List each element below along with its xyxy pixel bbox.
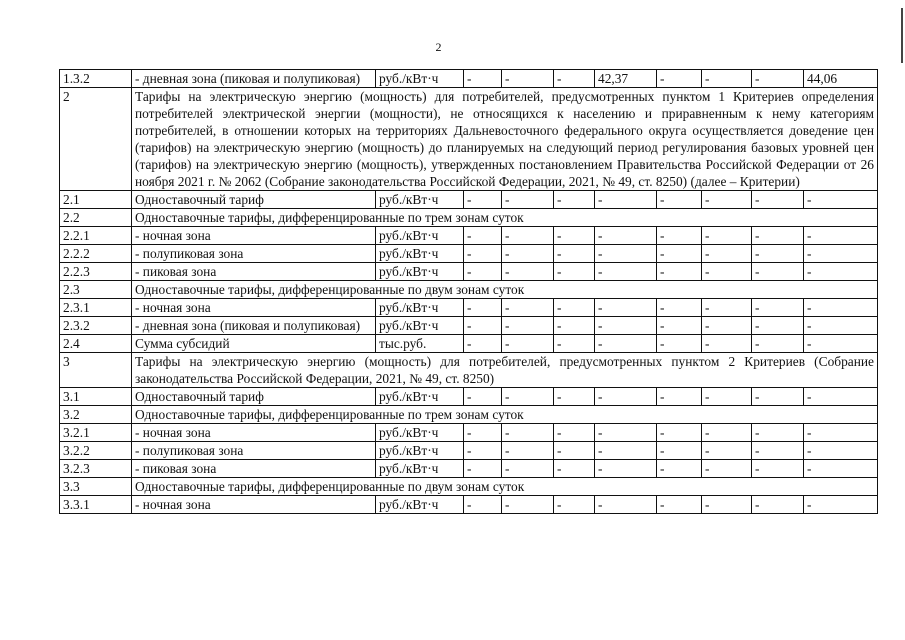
group-heading: Одноставочные тарифы, дифференцированные по трем зонам суток — [132, 209, 878, 227]
row-value: - — [702, 388, 752, 406]
row-value: - — [464, 227, 502, 245]
section-row — [60, 353, 878, 388]
row-name: - ночная зона — [132, 424, 376, 442]
row-value: - — [595, 245, 657, 263]
row-value: - — [464, 496, 502, 514]
row-name: - ночная зона — [132, 227, 376, 245]
row-name: - пиковая зона — [132, 263, 376, 281]
row-unit: руб./кВт·ч — [376, 442, 464, 460]
row-value: - — [464, 191, 502, 209]
row-value: - — [464, 442, 502, 460]
row-value: - — [657, 227, 702, 245]
row-value: - — [752, 335, 804, 353]
row-value: - — [657, 299, 702, 317]
row-value: - — [464, 317, 502, 335]
section-heading: Тарифы на электрическую энергию (мощность) для потребителей, предусмотренных пунктом 2 Критериев (Собрание законодательства Российской Федерации, 2021, № 49, ст. 8250) — [132, 353, 878, 388]
row-value: - — [657, 442, 702, 460]
row-value: - — [752, 227, 804, 245]
row-value: - — [657, 245, 702, 263]
row-value: - — [502, 496, 554, 514]
scan-edge-mark — [901, 8, 903, 63]
row-value: - — [502, 191, 554, 209]
row-value: - — [554, 245, 595, 263]
row-code: 3.2 — [60, 406, 132, 424]
row-name: - дневная зона (пиковая и полупиковая) — [132, 70, 376, 88]
row-unit: руб./кВт·ч — [376, 227, 464, 245]
row-value: - — [752, 388, 804, 406]
row-value: - — [752, 317, 804, 335]
row-value: - — [804, 263, 878, 281]
row-unit: тыс.руб. — [376, 335, 464, 353]
row-value: - — [554, 299, 595, 317]
table-row — [60, 460, 878, 478]
group-heading: Одноставочные тарифы, дифференцированные по двум зонам суток — [132, 478, 878, 496]
row-name: Одноставочный тариф — [132, 191, 376, 209]
row-value: - — [657, 424, 702, 442]
table-row — [60, 335, 878, 353]
row-value: - — [595, 442, 657, 460]
row-code: 2.2.2 — [60, 245, 132, 263]
row-unit: руб./кВт·ч — [376, 424, 464, 442]
row-code: 2.3.1 — [60, 299, 132, 317]
row-code: 3.2.3 — [60, 460, 132, 478]
table-row — [60, 70, 878, 88]
row-value: - — [702, 263, 752, 281]
row-value: - — [554, 263, 595, 281]
row-value: 44,06 — [804, 70, 878, 88]
row-value: - — [502, 245, 554, 263]
row-value: - — [752, 442, 804, 460]
row-name: - ночная зона — [132, 496, 376, 514]
row-code: 2 — [60, 88, 132, 191]
row-unit: руб./кВт·ч — [376, 263, 464, 281]
row-value: - — [464, 424, 502, 442]
row-value: - — [752, 245, 804, 263]
row-value: - — [464, 263, 502, 281]
row-value: - — [702, 299, 752, 317]
row-name: - пиковая зона — [132, 460, 376, 478]
row-value: - — [595, 388, 657, 406]
row-value: - — [804, 299, 878, 317]
table-row — [60, 424, 878, 442]
table-row — [60, 191, 878, 209]
row-value: - — [595, 191, 657, 209]
row-value: - — [657, 496, 702, 514]
row-value: - — [752, 299, 804, 317]
row-value: - — [554, 460, 595, 478]
row-value: - — [595, 460, 657, 478]
row-value: - — [804, 335, 878, 353]
row-value: - — [702, 335, 752, 353]
group-row — [60, 209, 878, 227]
row-value: - — [595, 299, 657, 317]
row-value: - — [657, 263, 702, 281]
row-value: - — [702, 191, 752, 209]
row-value: - — [595, 227, 657, 245]
row-value: - — [752, 191, 804, 209]
row-value: - — [657, 388, 702, 406]
row-value: - — [502, 424, 554, 442]
row-value: - — [804, 496, 878, 514]
row-value: - — [595, 317, 657, 335]
row-name: - полупиковая зона — [132, 245, 376, 263]
table-row — [60, 299, 878, 317]
row-value: - — [752, 424, 804, 442]
row-value: - — [595, 335, 657, 353]
row-code: 3.2.1 — [60, 424, 132, 442]
row-code: 2.2.1 — [60, 227, 132, 245]
row-value: - — [804, 245, 878, 263]
row-value: - — [702, 317, 752, 335]
row-value: - — [804, 442, 878, 460]
row-value: - — [595, 496, 657, 514]
row-name: - дневная зона (пиковая и полупиковая) — [132, 317, 376, 335]
row-value: - — [554, 335, 595, 353]
row-unit: руб./кВт·ч — [376, 388, 464, 406]
row-unit: руб./кВт·ч — [376, 191, 464, 209]
row-value: - — [554, 496, 595, 514]
row-value: 42,37 — [595, 70, 657, 88]
group-heading: Одноставочные тарифы, дифференцированные по трем зонам суток — [132, 406, 878, 424]
row-code: 2.4 — [60, 335, 132, 353]
row-value: - — [752, 460, 804, 478]
row-unit: руб./кВт·ч — [376, 299, 464, 317]
row-code: 3.3.1 — [60, 496, 132, 514]
tariff-table — [59, 69, 878, 514]
row-value: - — [554, 227, 595, 245]
row-value: - — [464, 70, 502, 88]
row-value: - — [702, 460, 752, 478]
row-code: 3.1 — [60, 388, 132, 406]
row-value: - — [702, 227, 752, 245]
row-value: - — [464, 299, 502, 317]
row-value: - — [502, 70, 554, 88]
row-code: 2.2.3 — [60, 263, 132, 281]
row-name: - ночная зона — [132, 299, 376, 317]
row-value: - — [595, 263, 657, 281]
row-value: - — [554, 388, 595, 406]
row-value: - — [502, 335, 554, 353]
row-code: 1.3.2 — [60, 70, 132, 88]
group-row — [60, 281, 878, 299]
row-value: - — [502, 388, 554, 406]
row-value: - — [502, 227, 554, 245]
row-value: - — [502, 299, 554, 317]
row-value: - — [804, 460, 878, 478]
section-row — [60, 88, 878, 191]
row-value: - — [554, 70, 595, 88]
table-row — [60, 245, 878, 263]
row-value: - — [657, 460, 702, 478]
tariff-table-body — [60, 70, 878, 514]
row-value: - — [702, 442, 752, 460]
row-value: - — [657, 317, 702, 335]
table-row — [60, 227, 878, 245]
row-code: 2.3.2 — [60, 317, 132, 335]
group-row — [60, 478, 878, 496]
row-value: - — [702, 496, 752, 514]
table-row — [60, 442, 878, 460]
table-row — [60, 496, 878, 514]
row-value: - — [554, 317, 595, 335]
row-value: - — [464, 335, 502, 353]
row-code: 2.3 — [60, 281, 132, 299]
row-value: - — [702, 70, 752, 88]
row-value: - — [657, 70, 702, 88]
row-name: - полупиковая зона — [132, 442, 376, 460]
row-code: 2.1 — [60, 191, 132, 209]
row-value: - — [595, 424, 657, 442]
page-number: 2 — [435, 40, 442, 54]
row-name: Одноставочный тариф — [132, 388, 376, 406]
row-value: - — [554, 442, 595, 460]
row-value: - — [752, 70, 804, 88]
group-heading: Одноставочные тарифы, дифференцированные по двум зонам суток — [132, 281, 878, 299]
row-value: - — [502, 317, 554, 335]
row-code: 3 — [60, 353, 132, 388]
row-code: 3.2.2 — [60, 442, 132, 460]
section-heading: Тарифы на электрическую энергию (мощность) для потребителей, предусмотренных пунктом 1 Критериев определения потребителей электрической энергии (мощности), не относящихся к населению и приравненным к нему категориям потребителей, в отношении которых на территориях Дальневосточного федерального округа осуществляется доведение цен (тарифов) на электрическую энергию (мощность) до планируемых на следующий период регулирования базовых уровней цен (тарифов) на электрическую энергию (мощность), утвержденных постановлением Правительства Российской Федерации от 26 ноября 2021 г. № 2062 (Собрание законодательства Российской Федерации, 2021, № 49, ст. 8250) (далее – Критерии) — [132, 88, 878, 191]
row-value: - — [804, 191, 878, 209]
row-value: - — [804, 424, 878, 442]
row-code: 2.2 — [60, 209, 132, 227]
row-value: - — [502, 442, 554, 460]
row-value: - — [804, 317, 878, 335]
table-row — [60, 317, 878, 335]
row-value: - — [502, 460, 554, 478]
row-value: - — [702, 424, 752, 442]
row-value: - — [657, 191, 702, 209]
row-value: - — [464, 460, 502, 478]
row-value: - — [464, 388, 502, 406]
row-value: - — [804, 227, 878, 245]
row-value: - — [554, 424, 595, 442]
row-value: - — [464, 245, 502, 263]
row-value: - — [752, 496, 804, 514]
group-row — [60, 406, 878, 424]
table-row — [60, 388, 878, 406]
row-unit: руб./кВт·ч — [376, 317, 464, 335]
row-value: - — [804, 388, 878, 406]
row-value: - — [752, 263, 804, 281]
row-unit: руб./кВт·ч — [376, 496, 464, 514]
row-value: - — [657, 335, 702, 353]
row-value: - — [702, 245, 752, 263]
row-unit: руб./кВт·ч — [376, 245, 464, 263]
row-value: - — [502, 263, 554, 281]
row-unit: руб./кВт·ч — [376, 460, 464, 478]
table-row — [60, 263, 878, 281]
row-unit: руб./кВт·ч — [376, 70, 464, 88]
row-name: Сумма субсидий — [132, 335, 376, 353]
row-code: 3.3 — [60, 478, 132, 496]
row-value: - — [554, 191, 595, 209]
